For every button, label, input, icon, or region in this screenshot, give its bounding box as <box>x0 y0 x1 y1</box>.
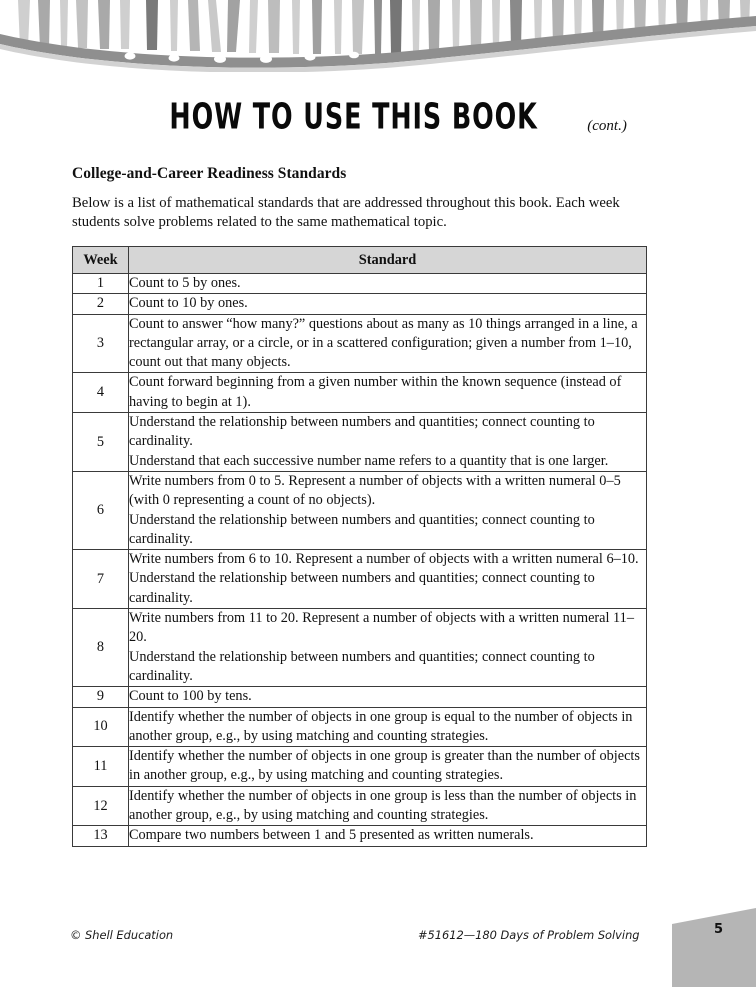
standard-line: Understand that each successive number name refers to a quantity that is one larger. <box>129 452 609 469</box>
table-row <box>73 707 647 747</box>
standard-line: Count forward beginning from a given number within the known sequence (instead of having to begin at 1). <box>129 374 622 410</box>
band-dot <box>260 55 272 63</box>
page-title-text: HOW TO USE THIS BOOK <box>169 96 538 138</box>
cell-week: 2 <box>73 294 129 314</box>
table-row <box>73 274 647 294</box>
page-title-continued-label: (cont.) <box>587 118 627 134</box>
footer <box>0 928 756 950</box>
standard-line: Write numbers from 0 to 5. Represent a number of objects with a written numeral 0–5 (with 0 representing a count of no objects). <box>129 472 621 509</box>
cell-standard <box>129 747 647 787</box>
column-header-week: Week <box>73 247 129 274</box>
cell-standard <box>129 373 647 413</box>
cell-standard <box>129 609 647 687</box>
page-number-block <box>672 908 756 987</box>
section-heading: College-and-Career Readiness Standards <box>72 165 347 182</box>
header-stripes-graphic <box>0 0 756 72</box>
band-dot <box>305 53 316 60</box>
cell-week: 3 <box>73 314 129 373</box>
cell-standard <box>129 786 647 826</box>
standard-line: Identify whether the number of objects in one group is less than the number of objects in another group, e.g., by using matching and counting strategies. <box>129 787 637 824</box>
cell-week: 9 <box>73 687 129 707</box>
cell-week: 7 <box>73 550 129 609</box>
standard-line: Count to answer “how many?” questions about as many as 10 things arranged in a line, a rectangular array, or a circle, or in a scattered configuration; given a number from 1–10, count out that many objects. <box>129 315 638 371</box>
cell-standard <box>129 550 647 609</box>
standard-line: Write numbers from 6 to 10. Represent a number of objects with a written numeral 6–10. <box>129 551 639 568</box>
standard-line: Understand the relationship between numbers and quantities; connect counting to cardinality. <box>129 648 595 684</box>
header-decoration <box>0 0 756 72</box>
page-title <box>0 96 756 138</box>
standard-line: Understand the relationship between numbers and quantities; connect counting to cardinality. <box>129 570 595 606</box>
standard-line: Count to 10 by ones. <box>129 295 248 312</box>
standard-line: Understand the relationship between numbers and quantities; connect counting to cardinality. <box>129 414 595 450</box>
standard-line: Count to 100 by tens. <box>129 688 252 705</box>
standard-line: Write numbers from 11 to 20. Represent a number of objects with a written numeral 11–20. <box>129 610 634 646</box>
standard-line: Identify whether the number of objects in one group is equal to the number of objects in another group, e.g., by using matching and counting strategies. <box>129 708 633 744</box>
table-header-row <box>73 247 647 274</box>
cell-week: 8 <box>73 609 129 687</box>
table-row <box>73 373 647 413</box>
cell-standard <box>129 687 647 707</box>
table-row <box>73 413 647 472</box>
table-body <box>73 274 647 847</box>
table-row <box>73 471 647 549</box>
page-number: 5 <box>713 922 723 937</box>
table-row <box>73 314 647 373</box>
table-row <box>73 687 647 707</box>
cell-standard <box>129 471 647 549</box>
footer-book-reference: #51612—180 Days of Problem Solving <box>418 928 640 942</box>
table-row <box>73 747 647 787</box>
cell-standard <box>129 294 647 314</box>
standard-line: Count to 5 by ones. <box>129 275 241 291</box>
table-row <box>73 294 647 314</box>
cell-standard <box>129 314 647 373</box>
cell-week: 10 <box>73 707 129 747</box>
table-row <box>73 550 647 609</box>
cell-standard <box>129 826 647 846</box>
table-row <box>73 826 647 846</box>
footer-copyright: © Shell Education <box>70 928 174 942</box>
column-header-standard: Standard <box>129 247 647 274</box>
cell-standard <box>129 413 647 472</box>
table-row <box>73 609 647 687</box>
cell-week: 1 <box>73 274 129 294</box>
table-row <box>73 786 647 826</box>
page-number-shape <box>672 908 756 987</box>
intro-paragraph: Below is a list of mathematical standards that are addressed throughout this book. Each week students solve problems related to the same mathematical topic. <box>72 195 620 230</box>
band-dot <box>169 54 180 61</box>
band-dot <box>349 52 359 59</box>
cell-standard <box>129 274 647 294</box>
standards-table <box>72 246 647 847</box>
cell-week: 5 <box>73 413 129 472</box>
band-dot <box>125 52 136 59</box>
cell-standard <box>129 707 647 747</box>
standard-line: Compare two numbers between 1 and 5 presented as written numerals. <box>129 827 534 844</box>
standard-line: Understand the relationship between numbers and quantities; connect counting to cardinality. <box>129 511 595 547</box>
cell-week: 6 <box>73 471 129 549</box>
standard-line: Identify whether the number of objects in one group is greater than the number of objects in another group, e.g., by using matching and counting strategies. <box>129 748 640 784</box>
cell-week: 4 <box>73 373 129 413</box>
cell-week: 12 <box>73 786 129 826</box>
band-dot <box>214 55 226 63</box>
cell-week: 11 <box>73 747 129 787</box>
cell-week: 13 <box>73 826 129 846</box>
